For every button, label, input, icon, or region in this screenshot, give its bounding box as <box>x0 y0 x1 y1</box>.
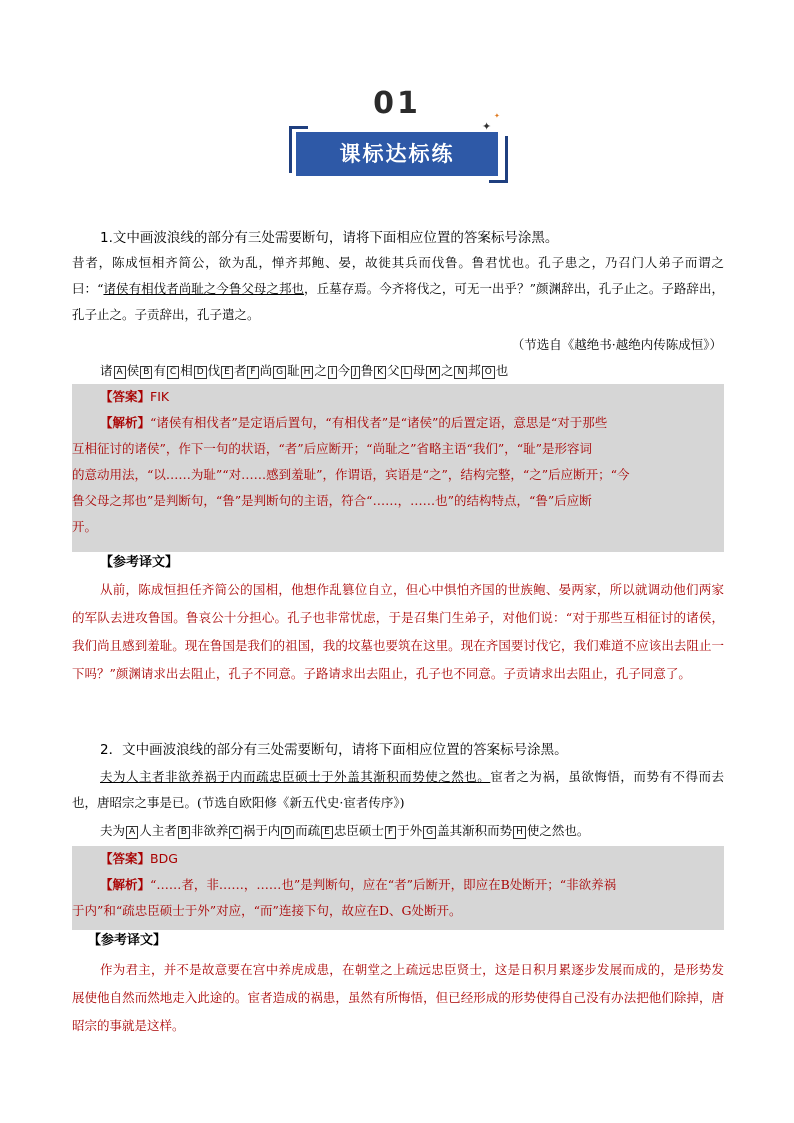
section-number: 01 <box>373 86 421 121</box>
q1-option-box[interactable]: O <box>482 366 495 379</box>
q2-option-text: 于外 <box>397 823 423 838</box>
q1-option-box[interactable]: N <box>454 366 467 379</box>
q2-answer-tag: 【答案】 <box>100 851 151 866</box>
q2-options <box>100 820 720 842</box>
q1-analysis-line-1: 互相征讨的诸侯”，作下一句的状语，“者”后应断开；“尚耻之”省略主语“我们”，“耻”是形容词 <box>72 441 593 456</box>
q1-passage <box>72 250 724 328</box>
q1-analysis-tag: 【解析】 <box>100 415 151 430</box>
q2-answer-band <box>72 846 724 930</box>
q2-option-text: 忠臣硕士 <box>333 823 384 838</box>
q2-answer: BDG <box>150 851 178 866</box>
q1-ref-tag: 【参考译文】 <box>100 555 179 570</box>
q2-option-text: 祸于内 <box>242 823 281 838</box>
q2-option-text: 非欲养 <box>190 823 229 838</box>
q1-option-box[interactable]: I <box>328 366 337 379</box>
q1-option-box[interactable]: B <box>140 366 152 379</box>
q1-option-box[interactable]: G <box>273 366 286 379</box>
q1-option-text: 有 <box>153 363 166 378</box>
q1-option-box[interactable]: L <box>401 366 412 379</box>
q1-answer-tag: 【答案】 <box>100 389 151 404</box>
q2-option-box[interactable]: D <box>281 826 294 839</box>
small-sparkle-icon: ✦ <box>494 112 500 120</box>
q1-option-text: 今 <box>337 363 351 378</box>
q1-answer: FIK <box>150 389 170 404</box>
q1-option-text: 母 <box>412 363 426 378</box>
q1-question: 1.文中画波浪线的部分有三处需要断句，请将下面相应位置的答案标号涂黑。 <box>100 230 559 246</box>
q2-option-box[interactable]: F <box>385 826 396 839</box>
q1-option-text: 诸 <box>100 363 113 378</box>
q1-option-text: 父 <box>387 363 400 378</box>
q1-option-text: 侯 <box>126 363 140 378</box>
q1-analysis-line-3: 鲁父母之邦也”是判断句，“鲁”是判断句的主语，符合“……，……也”的结构特点，“鲁”后应断 <box>72 493 592 508</box>
q1-option-text: 也 <box>495 363 509 378</box>
q1-option-text: 邦 <box>468 363 481 378</box>
q1-option-text: 尚 <box>259 363 273 378</box>
q2-question: 2．文中画波浪线的部分有三处需要断句，请将下面相应位置的答案标号涂黑。 <box>100 742 568 758</box>
q1-passage-b: ，丘墓存焉。今齐将伐之，可无一出乎？”颜渊辞出，孔子止之。子路辞出，孔子止之。子贡辞出，孔子遣之。 <box>72 281 724 322</box>
q1-passage-underlined: 诸侯有相伐者尚耻之今鲁父母之邦也 <box>103 281 305 296</box>
q1-analysis-line-2: 的意动用法，“以……为耻”“对……感到羞耻”，作谓语，宾语是“之”，结构完整，“之”后应断开；“今 <box>72 467 630 482</box>
q2-option-box[interactable]: G <box>423 826 436 839</box>
q1-answer-band <box>72 384 724 552</box>
q2-analysis-tag: 【解析】 <box>100 877 151 892</box>
q1-option-text: 之 <box>440 363 454 378</box>
q1-option-box[interactable]: H <box>301 366 314 379</box>
q1-answer-line <box>100 384 720 410</box>
q1-source: （节选自《越绝书·越绝内传陈成恒》） <box>511 337 722 352</box>
q1-option-text: 之 <box>314 363 327 378</box>
q2-option-text: 盖其渐积而势 <box>437 823 513 838</box>
q1-analysis-text-0: “诸侯有相伐者”是定语后置句，“有相伐者”是“诸侯”的后置定语，意思是“对于那些 <box>150 415 608 430</box>
q2-ref-tag: 【参考译文】 <box>88 933 167 948</box>
q1-option-text: 鲁 <box>360 363 374 378</box>
q1-option-text: 者 <box>233 363 247 378</box>
q1-analysis-line-0 <box>100 410 720 436</box>
q1-option-box[interactable]: C <box>167 366 179 379</box>
q2-answer-line <box>100 846 720 872</box>
section-title-badge: 课标达标练 <box>296 132 498 176</box>
q2-option-text: 而疏 <box>295 823 321 838</box>
q1-passage-a: 昔者，陈成恒相齐简公，欲为乱，惮齐邦鲍、晏，故徙其兵而伐鲁。鲁君忧也。孔子患之，乃召门人弟子而谓之曰：“ <box>72 255 724 296</box>
q2-passage-b: 宦者之为祸，虽欲悔悟，而势有不得而去也，唐昭宗之事是已。(节选自欧阳修《新五代史·宦者传序》) <box>72 769 724 810</box>
q2-option-box[interactable]: B <box>178 826 190 839</box>
q2-passage <box>72 764 724 816</box>
q2-analysis-line-1: 于内”和“疏忠臣硕士于外”对应，“而”连接下句，故应在D、G处断开。 <box>72 903 462 918</box>
q2-option-box[interactable]: A <box>126 826 138 839</box>
q1-options <box>100 360 720 382</box>
q2-passage-underlined: 夫为人主者非欲养祸于内而疏忠臣硕士于外盖其渐积而势使之然也。 <box>100 769 491 784</box>
q1-option-box[interactable]: J <box>351 366 360 379</box>
q2-option-text: 人主者 <box>139 823 177 838</box>
q1-analysis-line-4: 开。 <box>72 519 98 534</box>
q1-option-box[interactable]: E <box>221 366 233 379</box>
q1-option-box[interactable]: A <box>114 366 126 379</box>
q1-translation: 从前，陈成恒担任齐简公的国相，他想作乱篡位自立，但心中惧怕齐国的世族鲍、晏两家，所以就调动他们两家的军队去进攻鲁国。鲁哀公十分担心。孔子也非常忧虑，于是召集门生弟子，对他们说：“对于那些互相征讨的诸侯，我们尚且感到羞耻。现在鲁国是我们的祖国，我的坟墓也要筑在这里。现在齐国要讨伐它，我们难道不应该出去阻止一下吗？”颜渊请求出去阻止，孔子不同意。子路请求出去阻止，孔子也不同意。子贡请求出去阻止，孔子同意了。 <box>72 582 724 681</box>
q2-option-box[interactable]: E <box>321 826 333 839</box>
q1-option-box[interactable]: D <box>194 366 207 379</box>
q1-option-box[interactable]: K <box>374 366 386 379</box>
q2-option-text: 夫为 <box>100 823 126 838</box>
q1-option-box[interactable]: F <box>247 366 258 379</box>
q2-option-box[interactable]: H <box>513 826 526 839</box>
q1-option-text: 伐 <box>207 363 221 378</box>
q2-analysis-text-0: “……者，非……，……也”是判断句，应在“者”后断开，即应在B处断开；“非欲养祸 <box>150 877 617 892</box>
q2-option-box[interactable]: C <box>229 826 241 839</box>
q2-option-text: 使之然也。 <box>526 823 590 838</box>
sparkle-icon: ✦ <box>482 120 492 133</box>
q2-translation: 作为君主，并不是故意要在宫中养虎成患，在朝堂之上疏远忠臣贤士，这是日积月累逐步发展而成的，是形势发展使他自然而然地走入此途的。宦者造成的祸患，虽然有所悔悟，但已经形成的形势使得自己没有办法把他们除掉，唐昭宗的事就是这样。 <box>72 962 724 1033</box>
q1-option-box[interactable]: M <box>426 366 440 379</box>
q1-option-text: 相 <box>180 363 193 378</box>
q2-analysis-line-0 <box>100 872 720 898</box>
q1-option-text: 耻 <box>287 363 300 378</box>
